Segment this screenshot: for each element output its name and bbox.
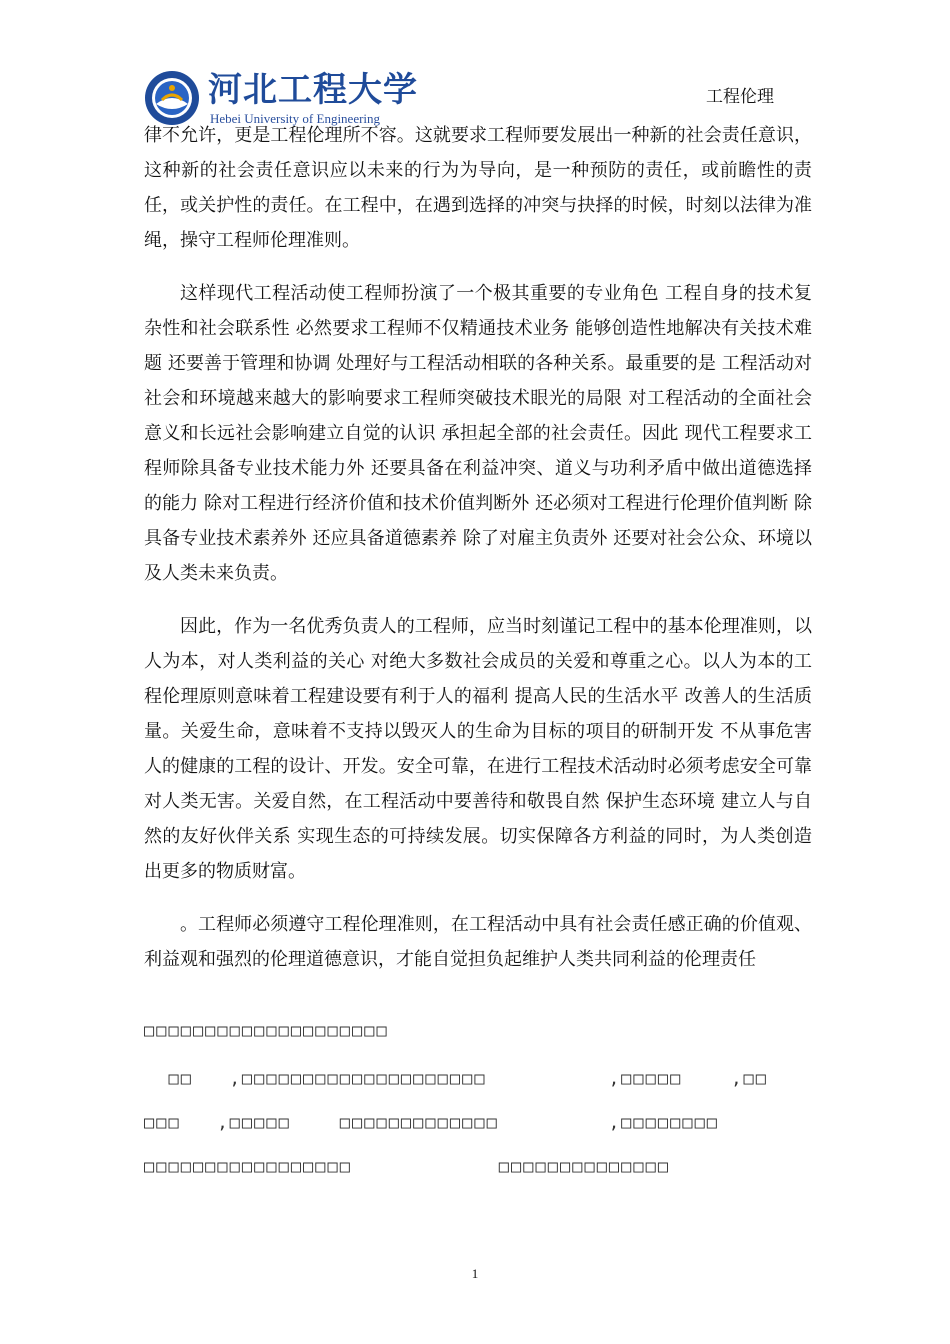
paragraph: 。工程师必须遵守工程伦理准则，在工程活动中具有社会责任感正确的价值观、利益观和强烈的伦理道德意识，才能自觉担负起维护人类共同利益的伦理责任 [144, 914, 812, 970]
paragraph: 律不允许，更是工程伦理所不容。这就要求工程师要发展出一种新的社会责任意识，这种新的社会责任意识应以未来的行为为导向，是一种预防的责任，或前瞻性的责任，或关护性的责任。在工程中，在遇到选择的冲突与抉择的时候，时刻以法律为准绳，操守工程师伦理准则。 [144, 125, 812, 251]
logo-english-name: Hebei University of Engineering [210, 111, 381, 126]
garbled-text-line: □□□□□□□□□□□□□□□□□ □□□□□□□□□□□□□□ [144, 1157, 671, 1177]
running-head: 工程伦理 [706, 87, 774, 107]
paragraph: 因此，作为一名优秀负责人的工程师，应当时刻谨记工程中的基本伦理准则，以人为本，对人类利益的关心 对绝大多数社会成员的关爱和尊重之心。以人为本的工程伦理原则意味着工程建设要有利于人的福利 提高人民的生活水平 改善人的生活质量。关爱生命，意味着不支持以毁灭人的生命为目标的项目的研制开发 不从事危害人的健康的工程的设计、开发。安全可靠，在进行工程技术活动时必须考虑安全可靠 对人类无害。关爱自然，在工程活动中要善待和敬畏自然 保护生态环境 建立人与自然的友好伙伴关系 实现生态的可持续发展。切实保障各方利益的同时，为人类创造出更多的物质财富。 [144, 616, 812, 882]
document-body [144, 118, 812, 995]
logo-chinese-name: 河北工程大学 [208, 70, 418, 110]
garbled-text-line: □□□□□□□□□□□□□□□□□□□□ [144, 1021, 389, 1041]
garbled-text-line: □□ ,□□□□□□□□□□□□□□□□□□□□ ,□□□□□ ,□□ [144, 1069, 768, 1089]
garbled-text-line: □□□ ,□□□□□ □□□□□□□□□□□□□ ,□□□□□□□□ [144, 1113, 720, 1133]
page-number: 1 [471, 1266, 479, 1281]
paragraph: 这样现代工程活动使工程师扮演了一个极其重要的专业角色 工程自身的技术复杂性和社会联系性 必然要求工程师不仅精通技术业务 能够创造性地解决有关技术难题 还要善于管理和协调 处理好与工程活动相联的各种关系。最重要的是 工程活动对社会和环境越来越大的影响要求工程师突破技术眼光的局限 对工程活动的全面社会意义和长远社会影响建立自觉的认识 承担起全部的社会责任。因此 现代工程要求工程师除具备专业技术能力外 还要具备在利益冲突、道义与功利矛盾中做出道德选择的能力 除对工程进行经济价值和技术价值判断外 还必须对工程进行伦理价值判断 除具备专业技术素养外 还应具备道德素养 除了对雇主负责外 还要对社会公众、环境以及人类未来负责。 [144, 283, 812, 584]
